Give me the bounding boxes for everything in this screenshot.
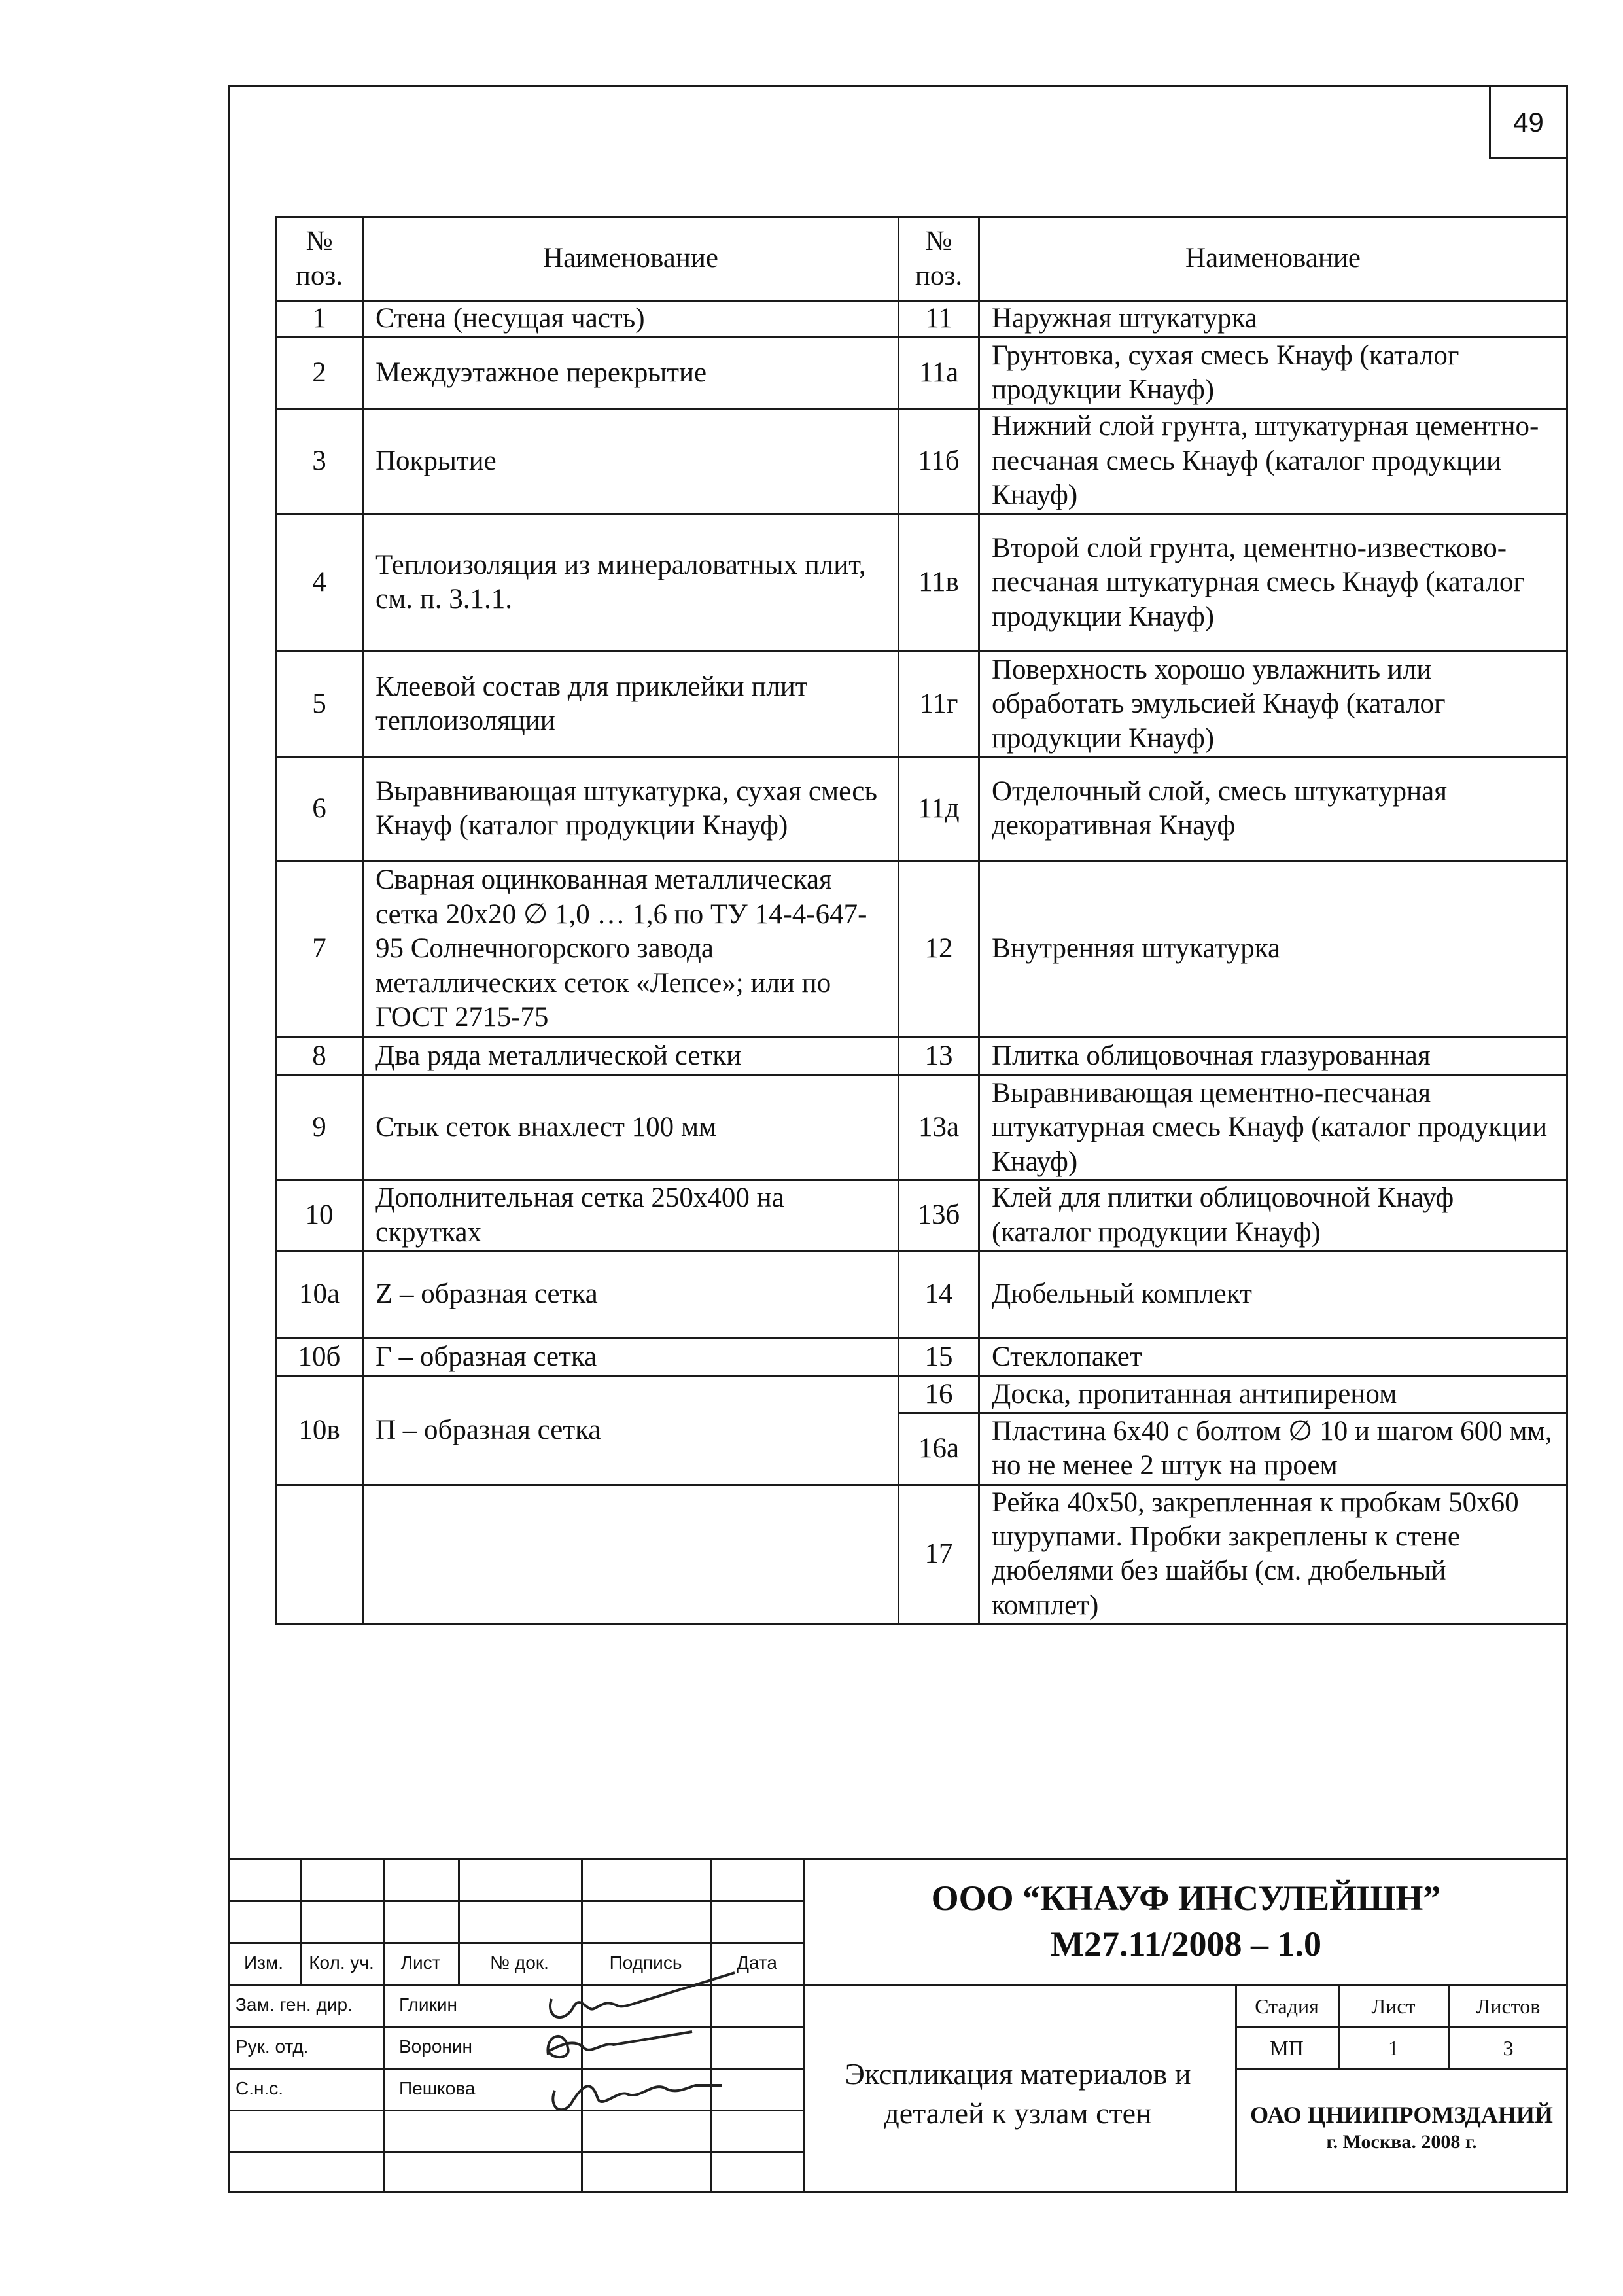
left-name-cell: Теплоизоляция из минераловатных плит, см. п. 3.1.1. (363, 514, 899, 651)
table-row (276, 337, 1567, 409)
right-name-cell: Грунтовка, сухая смесь Кнауф (каталог продукции Кнауф) (979, 337, 1567, 409)
right-name-cell: Пластина 6х40 с болтом ∅ 10 и шагом 600 мм, но не менее 2 штук на проем (979, 1413, 1567, 1485)
left-pos-cell: 10б (276, 1339, 363, 1377)
materials-table (275, 216, 1568, 1625)
value-sheet: 1 (1388, 2036, 1399, 2060)
document-code: М27.11/2008 – 1.0 (1051, 1924, 1321, 1964)
left-name-cell: П – образная сетка (363, 1377, 899, 1485)
table-body (276, 301, 1567, 1624)
left-name-cell: Покрытие (363, 409, 899, 514)
left-pos-cell: 6 (276, 757, 363, 860)
right-pos-cell: 16а (899, 1413, 979, 1485)
table-row (276, 860, 1567, 1037)
table-header-row (276, 217, 1567, 301)
left-pos-cell: 4 (276, 514, 363, 651)
left-pos-cell: 1 (276, 301, 363, 337)
page-number: 49 (1489, 85, 1568, 159)
right-pos-cell: 13б (899, 1180, 979, 1251)
table-row (276, 1037, 1567, 1075)
table-row (276, 1485, 1567, 1624)
table-row (276, 301, 1567, 337)
right-pos-cell: 11б (899, 409, 979, 514)
right-pos-cell: 13а (899, 1075, 979, 1180)
right-name-cell: Рейка 40х50, закрепленная к пробкам 50х60 шурупами. Пробки закреплены к стене дюбелями без шайбы (см. дюбельный комплет) (979, 1485, 1567, 1624)
table-row (276, 757, 1567, 860)
document-description: Экспликация материалов и деталей к узлам стен (845, 2057, 1191, 2130)
header-pos-right: № поз. (899, 217, 979, 301)
table-row (276, 1251, 1567, 1339)
left-name-cell: Междуэтажное перекрытие (363, 337, 899, 409)
right-name-cell: Выравнивающая цементно-песчаная штукатурная смесь Кнауф (каталог продукции Кнауф) (979, 1075, 1567, 1180)
right-name-cell: Клей для плитки облицовочной Кнауф (каталог продукции Кнауф) (979, 1180, 1567, 1251)
right-pos-cell: 11а (899, 337, 979, 409)
header-name-left: Наименование (363, 217, 899, 301)
left-name-cell: Два ряда металлической сетки (363, 1037, 899, 1075)
signature-peshkova (553, 2085, 722, 2110)
signature-glikin (550, 1973, 735, 2017)
value-stage: МП (1270, 2036, 1304, 2060)
label-stage: Стадия (1255, 1994, 1319, 2018)
left-name-cell: Сварная оцинкованная металлическая сетка 20х20 ∅ 1,0 … 1,6 по ТУ 14-4-647-95 Солнечногорского завода металлических сеток «Лепсе»; или по ГОСТ 2715-75 (363, 860, 899, 1037)
table-row (276, 409, 1567, 514)
right-name-cell: Доска, пропитанная антипиреном (979, 1377, 1567, 1413)
role-2: Рук. отд. (236, 2036, 309, 2057)
table-row (276, 514, 1567, 651)
label-list: Лист (400, 1952, 441, 1973)
header-name-right: Наименование (979, 217, 1567, 301)
label-data: Дата (736, 1952, 777, 1973)
name-3: Пешкова (399, 2078, 476, 2098)
left-pos-cell: 10а (276, 1251, 363, 1339)
label-kol: Кол. уч. (309, 1952, 374, 1973)
header-pos-left: № поз. (276, 217, 363, 301)
left-name-cell: Клеевой состав для приклейки плит теплоизоляции (363, 651, 899, 757)
left-pos-cell: 2 (276, 337, 363, 409)
left-pos-cell: 9 (276, 1075, 363, 1180)
empty-cell (363, 1485, 899, 1624)
left-pos-cell: 5 (276, 651, 363, 757)
label-doc: № док. (490, 1952, 549, 1973)
left-name-cell: Выравнивающая штукатурка, сухая смесь Кнауф (каталог продукции Кнауф) (363, 757, 899, 860)
right-pos-cell: 14 (899, 1251, 979, 1339)
right-pos-cell: 13 (899, 1037, 979, 1075)
right-pos-cell: 15 (899, 1339, 979, 1377)
left-name-cell: Z – образная сетка (363, 1251, 899, 1339)
value-sheets: 3 (1503, 2036, 1514, 2060)
label-podpis: Подпись (609, 1952, 682, 1973)
right-name-cell: Поверхность хорошо увлажнить или обработать эмульсией Кнауф (каталог продукции Кнауф) (979, 651, 1567, 757)
right-name-cell: Нижний слой грунта, штукатурная цементно-песчаная смесь Кнауф (каталог продукции Кнауф) (979, 409, 1567, 514)
signature-voronin (548, 2032, 692, 2057)
table-row (276, 1075, 1567, 1180)
right-name-cell: Стеклопакет (979, 1339, 1567, 1377)
right-pos-cell: 11д (899, 757, 979, 860)
organization-city: г. Москва. 2008 г. (1326, 2131, 1477, 2153)
name-1: Гликин (399, 1994, 457, 2015)
role-3: С.н.с. (236, 2078, 284, 2098)
label-sheet: Лист (1371, 1994, 1416, 2018)
right-pos-cell: 16 (899, 1377, 979, 1413)
empty-cell (276, 1485, 363, 1624)
right-name-cell: Отделочный слой, смесь штукатурная декоративная Кнауф (979, 757, 1567, 860)
table-row (276, 1377, 1567, 1413)
right-pos-cell: 12 (899, 860, 979, 1037)
right-name-cell: Второй слой грунта, цементно-известково-песчаная штукатурная смесь Кнауф (каталог продукции Кнауф) (979, 514, 1567, 651)
name-2: Воронин (399, 2036, 472, 2057)
right-pos-cell: 17 (899, 1485, 979, 1624)
right-name-cell: Внутренняя штукатурка (979, 860, 1567, 1037)
right-name-cell: Дюбельный комплект (979, 1251, 1567, 1339)
right-pos-cell: 11г (899, 651, 979, 757)
role-1: Зам. ген. дир. (236, 1994, 353, 2015)
left-name-cell: Стена (несущая часть) (363, 301, 899, 337)
right-pos-cell: 11 (899, 301, 979, 337)
left-pos-cell: 8 (276, 1037, 363, 1075)
left-name-cell: Дополнительная сетка 250х400 на скрутках (363, 1180, 899, 1251)
label-izm: Изм. (244, 1952, 283, 1973)
right-name-cell: Наружная штукатурка (979, 301, 1567, 337)
organization-name: ОАО ЦНИИПРОМЗДАНИЙ (1250, 2102, 1553, 2128)
left-pos-cell: 10в (276, 1377, 363, 1485)
table-row (276, 1180, 1567, 1251)
left-pos-cell: 10 (276, 1180, 363, 1251)
left-name-cell: Г – образная сетка (363, 1339, 899, 1377)
table-row (276, 1339, 1567, 1377)
right-name-cell: Плитка облицовочная глазурованная (979, 1037, 1567, 1075)
title-block (228, 1858, 1568, 2193)
organization (1235, 2100, 1568, 2155)
company-name: ООО “КНАУФ ИНСУЛЕЙШН” (931, 1879, 1441, 1918)
left-pos-cell: 3 (276, 409, 363, 514)
left-name-cell: Стык сеток внахлест 100 мм (363, 1075, 899, 1180)
label-sheets: Листов (1476, 1994, 1541, 2018)
left-pos-cell: 7 (276, 860, 363, 1037)
right-pos-cell: 11в (899, 514, 979, 651)
table-row (276, 651, 1567, 757)
